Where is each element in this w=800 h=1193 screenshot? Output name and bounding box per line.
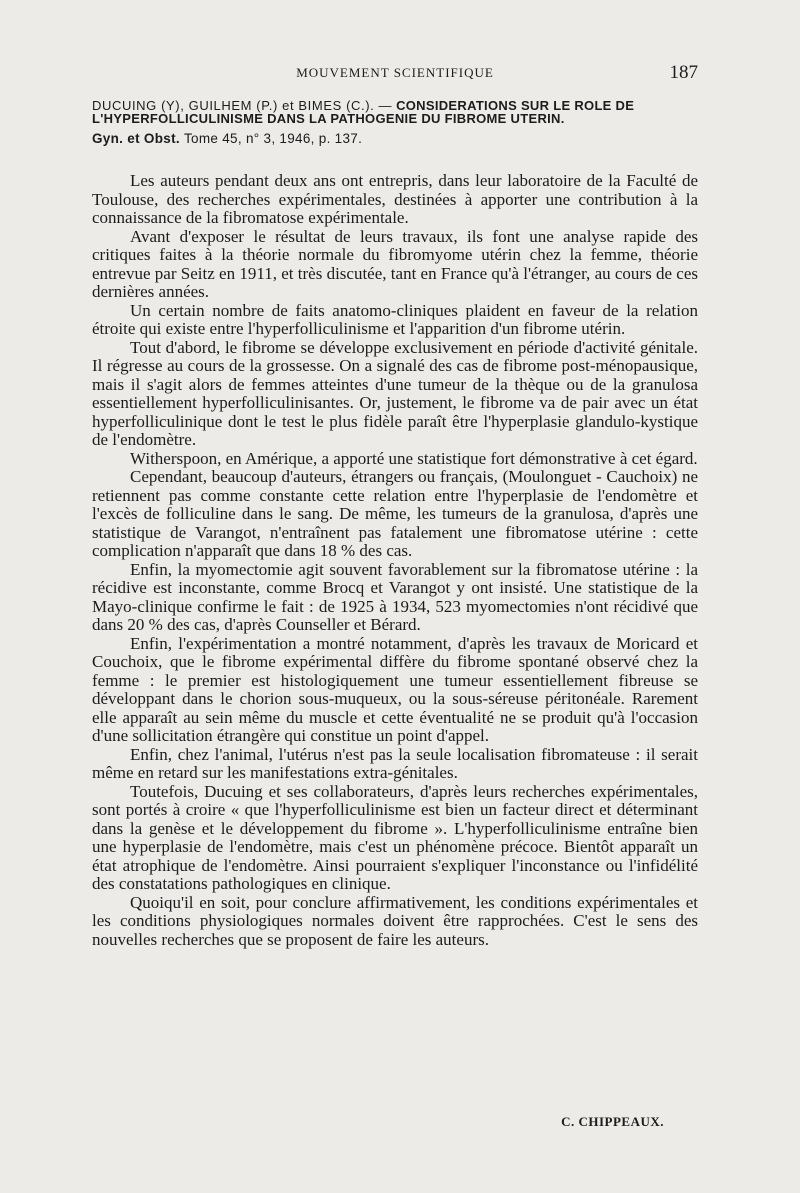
reviewer-signature: C. CHIPPEAUX. xyxy=(561,1114,664,1129)
running-head: MOUVEMENT SCIENTIFIQUE xyxy=(296,65,494,80)
paragraph: Enfin, la myomectomie agit souvent favorablement sur la fibromatose utérine : la récidive est inconstante, comme Brocq et Varangot y ont insisté. Une statistique de la Mayo-clinique confirme le fait : de 1925 à 1934, 523 myomectomies n'ont récidivé que dans 20 % des cas, d'après Counseller et Bérard. xyxy=(92,559,698,634)
paragraph: Enfin, chez l'animal, l'utérus n'est pas la seule localisation fibromateuse : il serait même en retard sur les manifestations extra-génitales. xyxy=(92,744,698,782)
paragraph: Un certain nombre de faits anatomo-cliniques plaident en faveur de la relation étroite qui existe entre l'hyperfolliculinisme et l'apparition d'un fibrome utérin. xyxy=(92,300,698,338)
citation-title: CONSIDERATIONS SUR LE ROLE DE L'HYPERFOLLICULINISME DANS LA PATHOGENIE DU FIBROME UTERIN. xyxy=(92,98,635,126)
citation-source xyxy=(92,132,698,145)
paragraph: Cependant, beaucoup d'auteurs, étrangers ou français, (Moulonguet - Cauchoix) ne retiennent pas comme constante cette relation entre l'hyperplasie de l'endomètre et l'excès de folliculine dans le sang. De même, les tumeurs de la granulosa, d'après une statistique de Varangot, n'entraînent pas fatalement une fibromatose utérine : cette complication n'apparaît que dans 18 % des cas. xyxy=(92,467,698,560)
paragraph: Les auteurs pendant deux ans ont entrepris, dans leur laboratoire de la Faculté de Toulouse, des recherches expérimentales, destinées à apporter une contribution à la connaissance de la fibromatose expérimentale. xyxy=(92,171,698,227)
citation-reference: Tome 45, n° 3, 1946, p. 137. xyxy=(183,131,363,146)
page-header xyxy=(92,62,698,84)
paragraph: Avant d'exposer le résultat de leurs travaux, ils font une analyse rapide des critiques faites à la théorie normale du fibromyome utérin chez la femme, théorie entrevue par Seitz en 1911, et très discutée, tant en France qu'à l'étranger, au cours de ces dernières années. xyxy=(92,226,698,301)
review-body xyxy=(92,172,698,949)
paragraph: Enfin, l'expérimentation a montré notamment, d'après les travaux de Moricard et Couchoix, que le fibrome expérimental diffère du fibrome spontané observé chez la femme : le premier est histologiquement une tumeur essentiellement fibreuse se développant dans le chorion sous-muqueux, ou la sous-séreuse péritonéale. Rarement elle apparaît au sein même du muscle et cette éventualité ne se produit qu'à l'occasion d'une sollicitation étrangère qui constitue un point d'appel. xyxy=(92,633,698,745)
paragraph: Quoiqu'il en soit, pour conclure affirmativement, les conditions expérimentales et les conditions physiologiques normales doivent être rapprochées. C'est le sens des nouvelles recherches que se proposent de faire les auteurs. xyxy=(92,892,698,949)
article-citation xyxy=(92,99,698,145)
citation-journal: Gyn. et Obst. xyxy=(92,131,180,146)
citation-authors: DUCUING (Y), GUILHEM (P.) et BIMES (C.). — xyxy=(92,98,393,113)
page-number: 187 xyxy=(669,62,698,83)
paragraph: Witherspoon, en Amérique, a apporté une statistique fort démonstrative à cet égard. xyxy=(130,448,698,468)
paragraph: Tout d'abord, le fibrome se développe exclusivement en période d'activité génitale. Il régresse au cours de la grossesse. On a signalé des cas de fibrome post-ménopausique, mais il s'agit alors de femmes atteintes d'une tumeur de la thèque ou de la granulosa essentiellement hyperfolliculinisantes. Or, justement, le fibrome va de pair avec un état hyperfolliculinique dont le test le plus fidèle paraît être l'hyperplasie glandulo-kystique de l'endomètre. xyxy=(92,337,698,449)
paragraph: Toutefois, Ducuing et ses collaborateurs, d'après leurs recherches expérimentales, sont portés à croire « que l'hyperfolliculinisme est bien un facteur direct et déterminant dans la genèse et le développement du fibrome ». L'hyperfolliculinisme entraîne bien une hyperplasie de l'endomètre, mais c'est un phénomène précoce. Bientôt apparaît un état atrophique de l'endomètre. Ainsi pourraient s'expliquer l'inconstance ou l'infidélité des constatations pathologiques en clinique. xyxy=(92,781,698,893)
